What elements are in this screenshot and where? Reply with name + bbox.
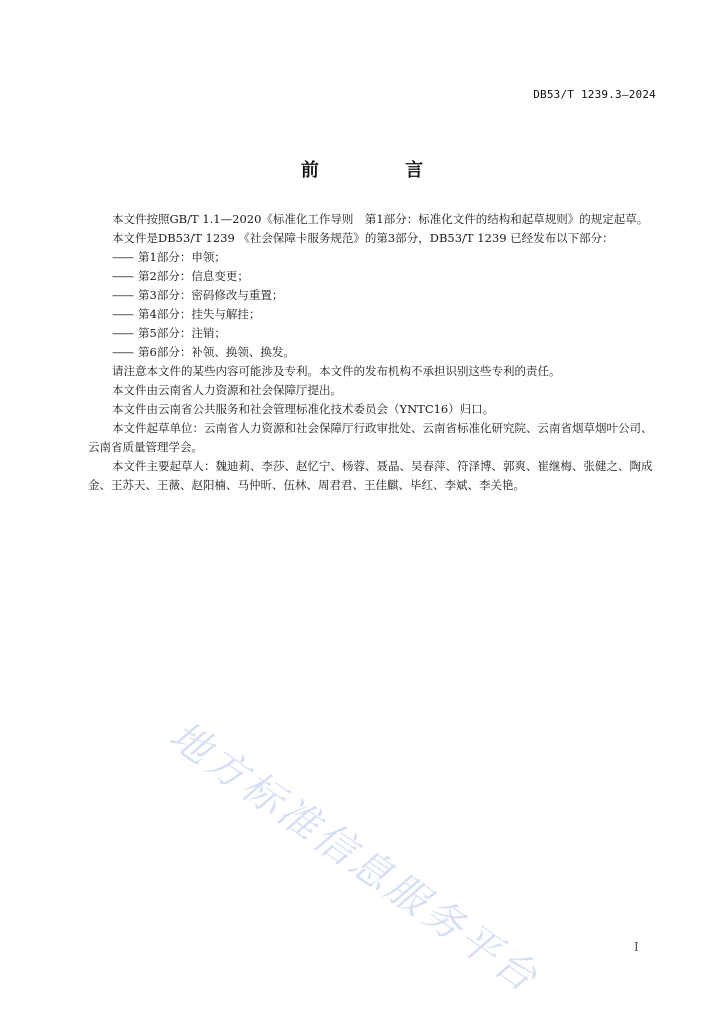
page-number: I <box>634 940 639 954</box>
list-item-text: 第5部分：注销； <box>138 326 226 340</box>
list-item: —— 第3部分：密码修改与重置； <box>112 288 284 302</box>
list-item-text: 第1部分：申领； <box>138 250 226 264</box>
paragraph-drafters: 本文件主要起草人：魏迪莉、李莎、赵忆宁、杨蓉、聂晶、吴春萍、符泽博、郭爽、崔继梅、张健之、陶成金、王苏天、王薇、赵阳楠、马仲昕、伍林、周君君、王佳麒、毕红、李斌、李关艳。 <box>88 459 653 492</box>
list-item: —— 第1部分：申领； <box>112 250 226 264</box>
list-item-text: 第3部分：密码修改与重置； <box>138 288 284 302</box>
list-item: —— 第6部分：补领、换领、换发。 <box>112 345 295 359</box>
document-body <box>88 210 658 495</box>
list-item: —— 第4部分：挂失与解挂； <box>112 307 261 321</box>
paragraph-committee: 本文件由云南省公共服务和社会管理标准化技术委员会（YNTC16）归口。 <box>112 402 495 416</box>
list-item-text: 第2部分：信息变更； <box>138 269 249 283</box>
paragraph-series-intro: 本文件是DB53/T 1239 《社会保障卡服务规范》的第3部分，DB53/T 1239 已经发布以下部分： <box>112 231 614 245</box>
page-title: 前 言 <box>300 160 464 181</box>
watermark: 地方标准信息服务平台 <box>160 712 548 1003</box>
list-item: —— 第5部分：注销； <box>112 326 226 340</box>
list-item-text: 第4部分：挂失与解挂； <box>138 307 261 321</box>
list-item: —— 第2部分：信息变更； <box>112 269 249 283</box>
list-item-text: 第6部分：补领、换领、换发。 <box>138 345 295 359</box>
paragraph-proposer: 本文件由云南省人力资源和社会保障厅提出。 <box>112 383 342 397</box>
document-code: DB53/T 1239.3—2024 <box>533 88 656 101</box>
paragraph-patent-notice: 请注意本文件的某些内容可能涉及专利。本文件的发布机构不承担识别这些专利的责任。 <box>112 364 561 378</box>
paragraph-drafting-rules: 本文件按照GB/T 1.1—2020《标准化工作导则 第1部分：标准化文件的结构和起草规则》的规定起草。 <box>112 212 649 226</box>
paragraph-drafting-units: 本文件起草单位：云南省人力资源和社会保障厅行政审批处、云南省标准化研究院、云南省烟草烟叶公司、云南省质量管理学会。 <box>88 421 653 454</box>
